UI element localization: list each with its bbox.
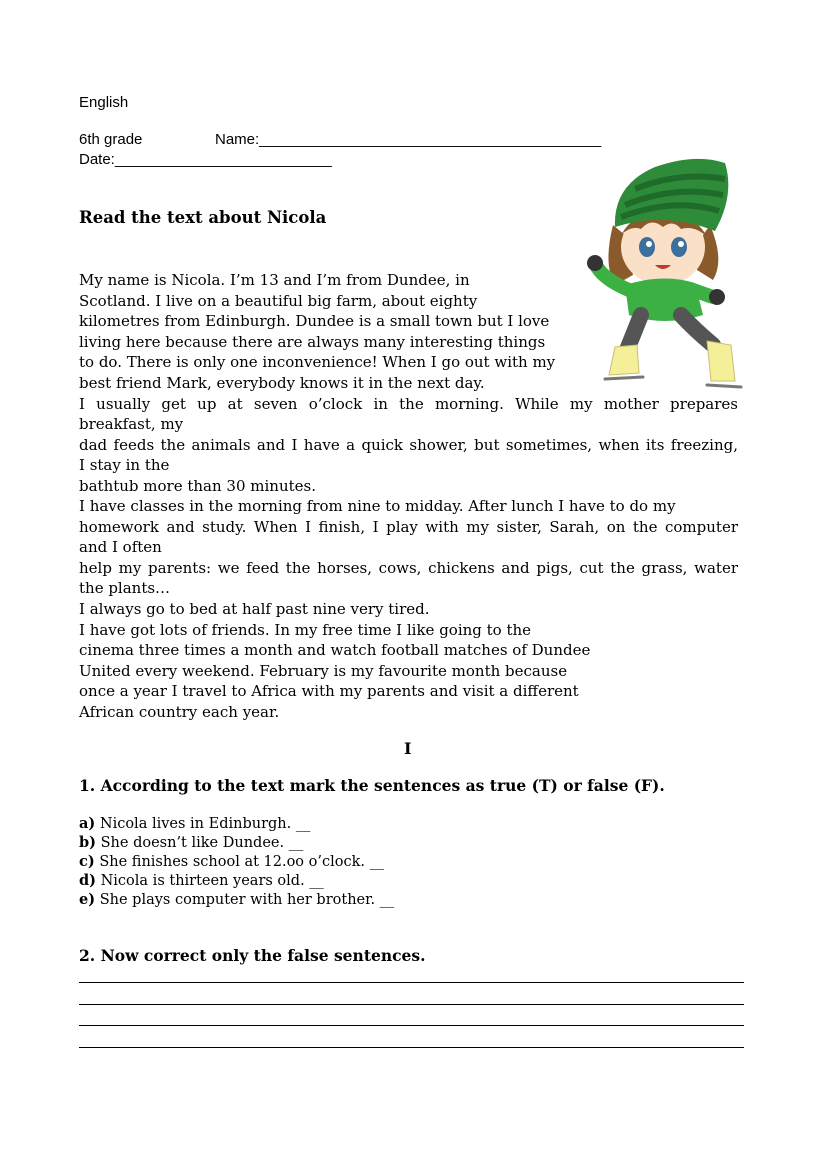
item-letter: a) [79,815,96,832]
passage-line: cinema three times a month and watch football matches of Dundee [79,641,591,659]
passage-line: once a year I travel to Africa with my parents and visit a different [79,682,579,700]
item-text: Nicola is thirteen years old. __ [100,873,324,889]
passage-line: I have classes in the morning from nine to midday. After lunch I have to do my [79,497,676,515]
passage-line: I always go to bed at half past nine very tired. [79,600,430,618]
passage-line: kilometres from Edinburgh. Dundee is a small town but I love [79,312,550,330]
list-item [79,891,394,908]
section-numeral: I [404,739,412,758]
subject-label: English [79,94,129,111]
passage-line: and I often [79,538,162,556]
passage-line: African country each year. [79,703,280,721]
passage-line: I have got lots of friends. In my free time I like going to the [79,621,532,639]
list-item [79,815,310,832]
exercise-1-question: 1. According to the text mark the sentences as true (T) or false (F). [79,776,665,795]
item-text: She doesn’t like Dundee. __ [100,835,304,851]
page-title: Read the text about Nicola [79,208,327,227]
passage-line: I usually get up at seven o’clock in the morning. While my mother prepares [79,395,738,413]
passage-line: I stay in the [79,456,170,474]
date-field: Date:__________________________ [79,151,332,168]
passage-line: to do. There is only one inconvenience! When I go out with my [79,353,556,371]
exercise-2-question: 2. Now correct only the false sentences. [79,946,426,965]
passage-line: bathtub more than 30 minutes. [79,477,316,495]
item-text: She finishes school at 12.oo o’clock. __ [99,854,385,870]
item-letter: d) [79,872,96,889]
passage-line: help my parents: we feed the horses, cows, chickens and pigs, cut the grass, water [79,559,738,577]
writing-line [79,1047,744,1048]
grade-label: 6th grade [79,131,143,148]
passage-line: best friend Mark, everybody knows it in the next day. [79,374,485,392]
passage-line: living here because there are always many interesting things [79,333,546,351]
passage-line: the plants… [79,579,171,597]
item-text: She plays computer with her brother. __ [99,892,395,908]
item-text: Nicola lives in Edinburgh. __ [99,816,311,832]
passage-line: homework and study. When I finish, I play with my sister, Sarah, on the computer [79,518,738,536]
name-field: Name:_________________________________________ [215,131,602,148]
list-item [79,834,303,851]
writing-line [79,1025,744,1026]
item-letter: e) [79,891,96,908]
list-item [79,853,384,870]
writing-line [79,982,744,983]
list-item [79,872,324,889]
ice-skating-girl-illustration [585,155,750,400]
item-letter: b) [79,834,96,851]
writing-line [79,1004,744,1005]
passage-line: Scotland. I live on a beautiful big farm, about eighty [79,292,478,310]
passage-line: dad feeds the animals and I have a quick shower, but sometimes, when its freezing, [79,436,738,454]
passage-line: United every weekend. February is my favourite month because [79,662,568,680]
item-letter: c) [79,853,95,870]
passage-line: breakfast, my [79,415,184,433]
passage-line: My name is Nicola. I’m 13 and I’m from Dundee, in [79,271,470,289]
